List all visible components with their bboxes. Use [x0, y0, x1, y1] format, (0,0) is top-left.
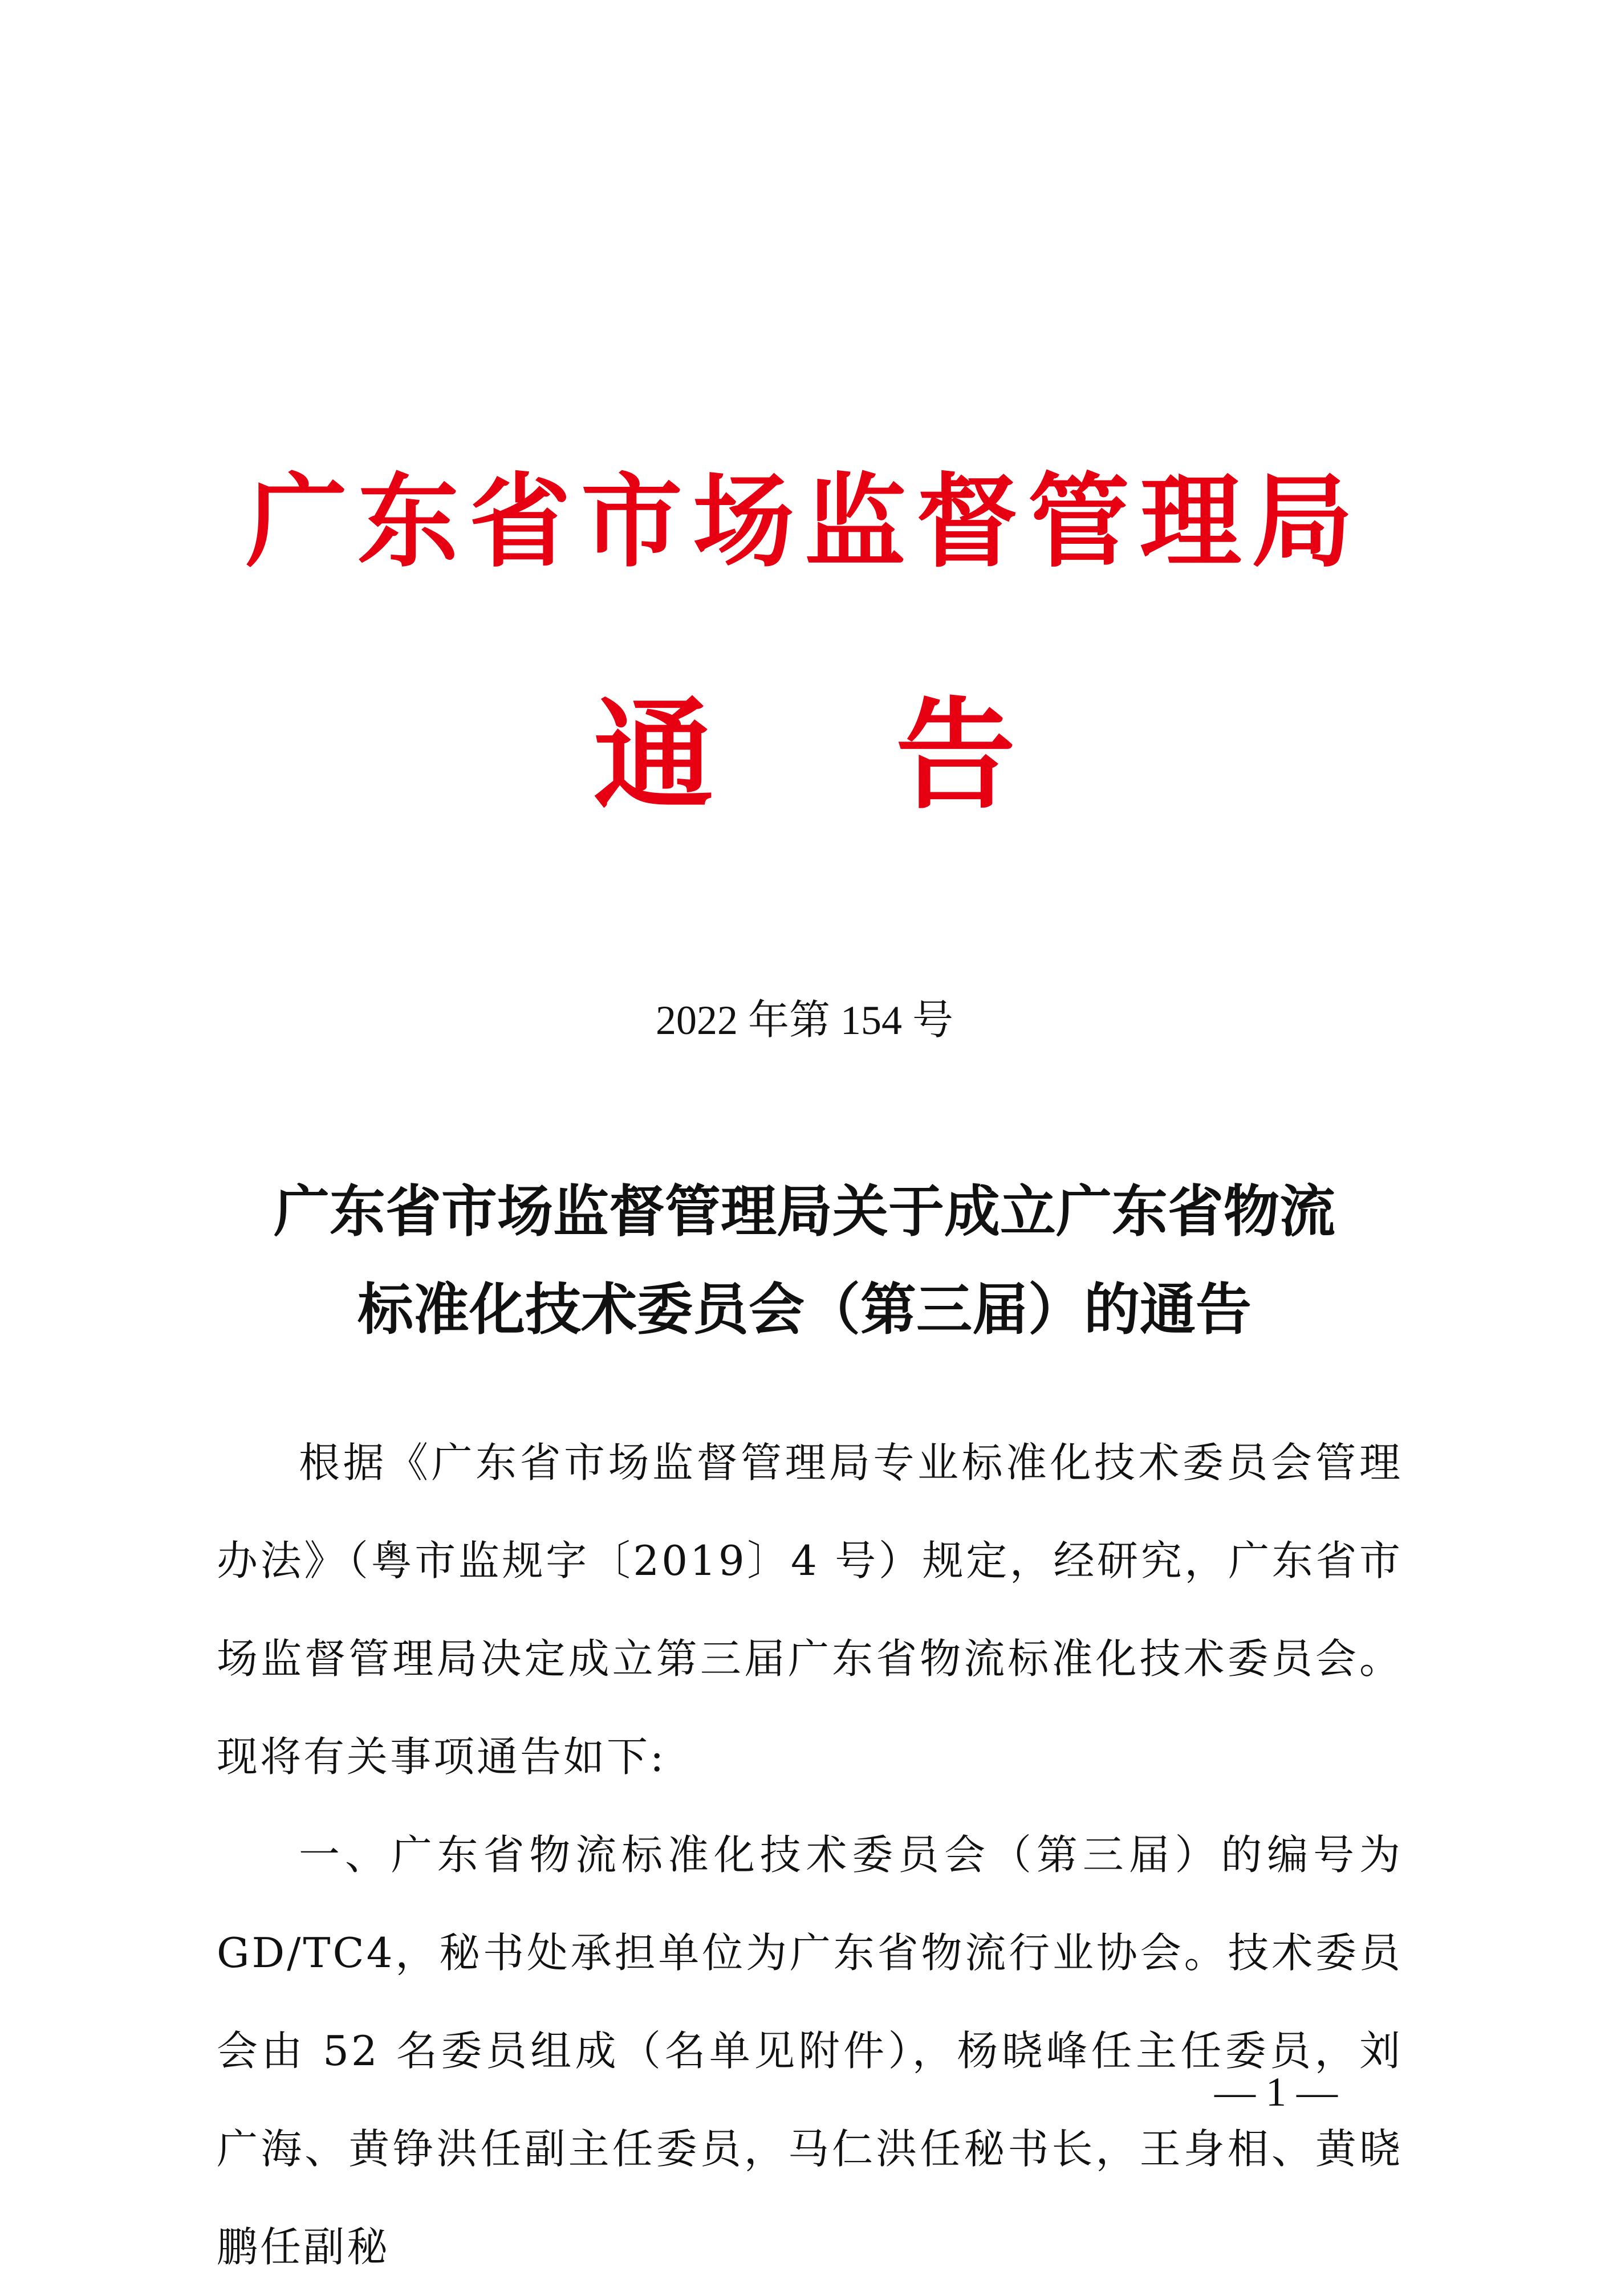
body-paragraph-1: 根据《广东省市场监督管理局专业标准化技术委员会管理办法》（粤市监规字〔2019〕4 号）规定，经研究，广东省市场监督管理局决定成立第三届广东省物流标准化技术委员会。现将有关事项通告如下:: [217, 1439, 1403, 1781]
document-subject: [0, 1163, 1609, 1359]
document-type-title: 通告: [593, 685, 1198, 825]
page-number: — 1 —: [1214, 2069, 1338, 2115]
subject-line-2: 标准化技术委员会（第三届）的通告: [357, 1277, 1252, 1342]
document-number: 2022 年第 154 号: [655, 998, 953, 1043]
subject-line-1: 广东省市场监督管理局关于成立广东省物流: [273, 1179, 1335, 1244]
body-paragraph-2: 一、广东省物流标准化技术委员会（第三届）的编号为GD/TC4，秘书处承担单位为广东省物流行业协会。技术委员会由 52 名委员组成（名单见附件），杨晓峰任主任委员，刘广海、黄铮洪任副主任委员，马仁洪任秘书长，王身相、黄晓鹏任副秘: [217, 1831, 1403, 2271]
issuing-organization-header: 广东省市场监督管理局: [246, 462, 1363, 581]
document-body: [217, 1414, 1403, 2296]
